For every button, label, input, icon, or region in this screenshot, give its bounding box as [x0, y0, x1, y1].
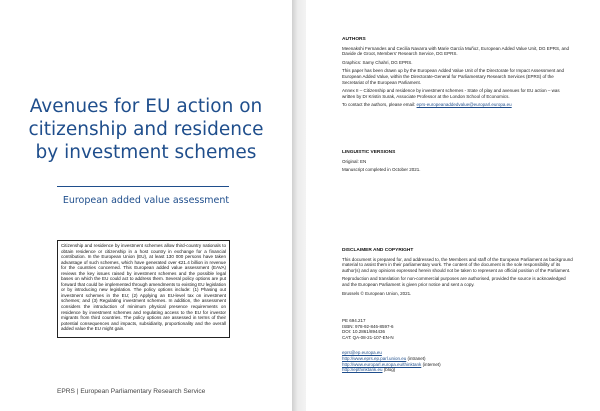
disclaimer-section: [342, 248, 574, 299]
linguistic-heading: LINGUISTIC VERSIONS: [342, 150, 396, 155]
abstract-box: [57, 240, 230, 338]
disclaimer-paragraph: This document is prepared for, and addressed to, the Members and staff of the European Parliament as background material to assist them in their parliamentary work. The content of the document is the sole responsibility of its author(s) and any opinions expressed herein should not be taken to represent an official position of the Parliament.: [342, 256, 573, 273]
imprint-page: [306, 0, 600, 411]
abstract-text: Citizenship and residence by investment schemes allow third-country nationals to obtain residence or citizenship in a host country in exchange for a financial contribution. In the European Union (EU), at least 130 000 persons have taken advantage of such schemes, which have generated over €21.4 billion in revenue for the countries concerned. This European added value assessment (EAVA) reviews the key issues raised by investment schemes and the possible legal bases on which the EU could act to address them. Several policy options are put forward that could be implemented through amendments to existing EU legislation or by introducing new legislation. The policy options include: (1) Phasing out investment schemes in the EU; (2) Applying an EU-level tax on investment schemes; and (3) Regulating investment schemes. In addition, the assessment considers the introduction of minimum physical presence requirements on residence by investment schemes and regulating access to the EU for investor migrants from third countries. The policy options are assessed in terms of their potential consequences and impacts, subsidiarity, proportionality and the overall added value the EU might gain.: [61, 243, 226, 332]
title-divider: [57, 186, 229, 187]
isbn: ISBN: 978-92-846-8597-6: [342, 323, 394, 329]
email-link[interactable]: eprs@ep.europa.eu: [342, 350, 382, 355]
page-gutter: [292, 0, 306, 411]
graphics-credit: Graphics: Samy Chahri, DG EPRS.: [342, 59, 413, 65]
reproduction-paragraph: Reproduction and translation for non-commercial purposes are authorised, provided the source is acknowledged and the European Parliament is given prior notice and sent a copy.: [342, 276, 566, 287]
doi: DOI: 10.2861/894436: [342, 329, 386, 335]
pe-number: PE 694.217: [342, 318, 366, 323]
blog-suffix: (blog): [382, 367, 396, 373]
manuscript-date: Manuscript completed in October 2021.: [342, 167, 421, 173]
cover-page: [0, 0, 292, 411]
annex-paragraph: Annex II – Citizenship and residence by investment schemes - State of play and avenues for EU action – was written by Dr Kristin Surak, Associate Professor at the London School of Economics.: [342, 88, 560, 99]
contact-line: [342, 102, 574, 108]
copyright-line: Brussels © European Union, 2021.: [342, 290, 412, 296]
original-language: Original: EN: [342, 158, 367, 164]
catalogue-number: CAT: QA-08-21-107-EN-N: [342, 334, 394, 340]
disclaimer-heading: DISCLAIMER AND COPYRIGHT: [342, 248, 414, 253]
identifiers-block: [342, 318, 574, 340]
blog-link[interactable]: http://epthinktank.eu: [342, 367, 383, 373]
link-row: [342, 367, 574, 373]
authors-section: [342, 37, 574, 111]
publisher-footer: EPRS | European Parliamentary Research Service: [57, 388, 206, 395]
contact-text: To contact the authors, please email:: [342, 102, 417, 108]
links-block: [342, 350, 574, 373]
internet-suffix: (internet): [421, 361, 441, 367]
unit-paragraph: This paper has been drawn up by the European Added Value Unit of the Directorate for Impact Assessment and European Added Value, within the Directorate-General for Parliamentary Research Services (EPRS) of the Secretariat of the European Parliament.: [342, 68, 565, 85]
internet-link[interactable]: http://www.europarl.europa.eu/thinktank: [342, 361, 422, 367]
intranet-suffix: (intranet): [406, 355, 426, 361]
document-subtitle: European added value assessment: [62, 195, 230, 206]
contact-email-link[interactable]: eprs-europeanaddedvalue@europarl.europa.eu: [416, 102, 512, 108]
intranet-link[interactable]: http://www.eprs.ep.parl.union.eu: [342, 355, 407, 361]
linguistic-section: [342, 150, 574, 176]
authors-paragraph: Meenakshi Fernandes and Cecilia Navarra with Marie García Muñoz, European Added Value Unit, DG EPRS, and Davide de Groot, Members' Research Service, DG EPRS.: [342, 45, 570, 57]
document-title: Avenues for EU action on citizenship and residence by investment schemes: [28, 96, 264, 163]
authors-heading: AUTHORS: [342, 37, 366, 42]
